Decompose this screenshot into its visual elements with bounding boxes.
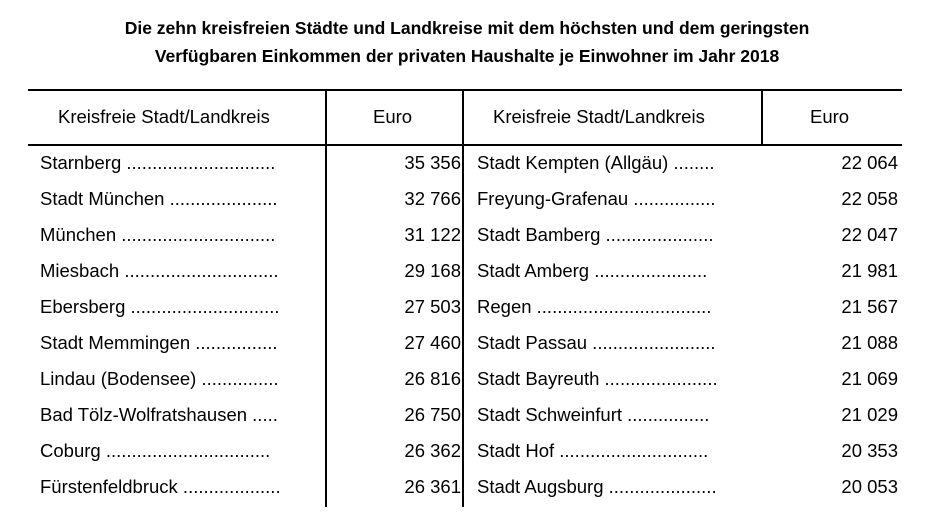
cell-left-name: München .............................. <box>40 224 276 245</box>
cell-left-name: Stadt Memmingen ................ <box>40 332 278 353</box>
cell-right-value: 21 069 <box>841 368 898 389</box>
table-row <box>28 289 902 325</box>
header-right-name: Kreisfreie Stadt/Landkreis <box>493 106 705 127</box>
title-line-2: Verfügbaren Einkommen der privaten Haushalte je Einwohner im Jahr 2018 <box>154 46 780 66</box>
cell-right-name: Stadt Augsburg ..................... <box>477 476 717 497</box>
table-row <box>28 325 902 361</box>
table-row <box>28 181 902 217</box>
table-row <box>28 433 902 469</box>
cell-left-value: 35 356 <box>404 152 461 173</box>
cell-right-name: Regen .................................. <box>477 296 712 317</box>
column-divider-right-header <box>761 89 763 145</box>
cell-left-name: Bad Tölz-Wolfratshausen ..... <box>40 404 278 425</box>
cell-right-name: Stadt Schweinfurt ................ <box>477 404 710 425</box>
table-row <box>28 145 902 181</box>
table-row <box>28 217 902 253</box>
cell-right-value: 21 567 <box>841 296 898 317</box>
cell-right-value: 21 088 <box>841 332 898 353</box>
cell-left-name: Fürstenfeldbruck ................... <box>40 476 281 497</box>
cell-left-name: Starnberg ............................. <box>40 152 276 173</box>
cell-left-value: 29 168 <box>404 260 461 281</box>
table-row <box>28 469 902 505</box>
header-left-name: Kreisfreie Stadt/Landkreis <box>58 106 270 127</box>
header-left-value: Euro <box>373 106 413 127</box>
document-title <box>0 14 934 70</box>
cell-left-value: 26 816 <box>404 368 461 389</box>
cell-right-name: Stadt Bamberg ..................... <box>477 224 714 245</box>
cell-right-value: 20 353 <box>841 440 898 461</box>
table-row <box>28 361 902 397</box>
cell-right-name: Stadt Kempten (Allgäu) ........ <box>477 152 715 173</box>
cell-left-value: 26 362 <box>404 440 461 461</box>
cell-right-name: Stadt Passau ........................ <box>477 332 716 353</box>
cell-right-value: 22 058 <box>841 188 898 209</box>
cell-left-value: 27 503 <box>404 296 461 317</box>
cell-right-value: 21 981 <box>841 260 898 281</box>
cell-right-value: 21 029 <box>841 404 898 425</box>
table-row <box>28 397 902 433</box>
cell-left-value: 26 750 <box>404 404 461 425</box>
cell-right-value: 20 053 <box>841 476 898 497</box>
cell-left-name: Miesbach .............................. <box>40 260 279 281</box>
income-table <box>28 89 902 507</box>
cell-left-name: Stadt München ..................... <box>40 188 278 209</box>
cell-left-value: 31 122 <box>404 224 461 245</box>
cell-right-name: Freyung-Grafenau ................ <box>477 188 716 209</box>
cell-left-value: 32 766 <box>404 188 461 209</box>
cell-right-name: Stadt Hof ............................. <box>477 440 709 461</box>
cell-right-value: 22 047 <box>841 224 898 245</box>
cell-left-name: Lindau (Bodensee) ............... <box>40 368 279 389</box>
cell-left-value: 27 460 <box>404 332 461 353</box>
header-right-value: Euro <box>810 106 850 127</box>
table-row <box>28 253 902 289</box>
cell-right-name: Stadt Amberg ...................... <box>477 260 708 281</box>
cell-right-name: Stadt Bayreuth ...................... <box>477 368 718 389</box>
cell-left-name: Coburg ................................ <box>40 440 271 461</box>
cell-right-value: 22 064 <box>841 152 898 173</box>
title-line-1: Die zehn kreisfreien Städte und Landkreise mit dem höchsten und dem geringsten <box>124 18 810 38</box>
cell-left-value: 26 361 <box>404 476 461 497</box>
cell-left-name: Ebersberg ............................. <box>40 296 280 317</box>
